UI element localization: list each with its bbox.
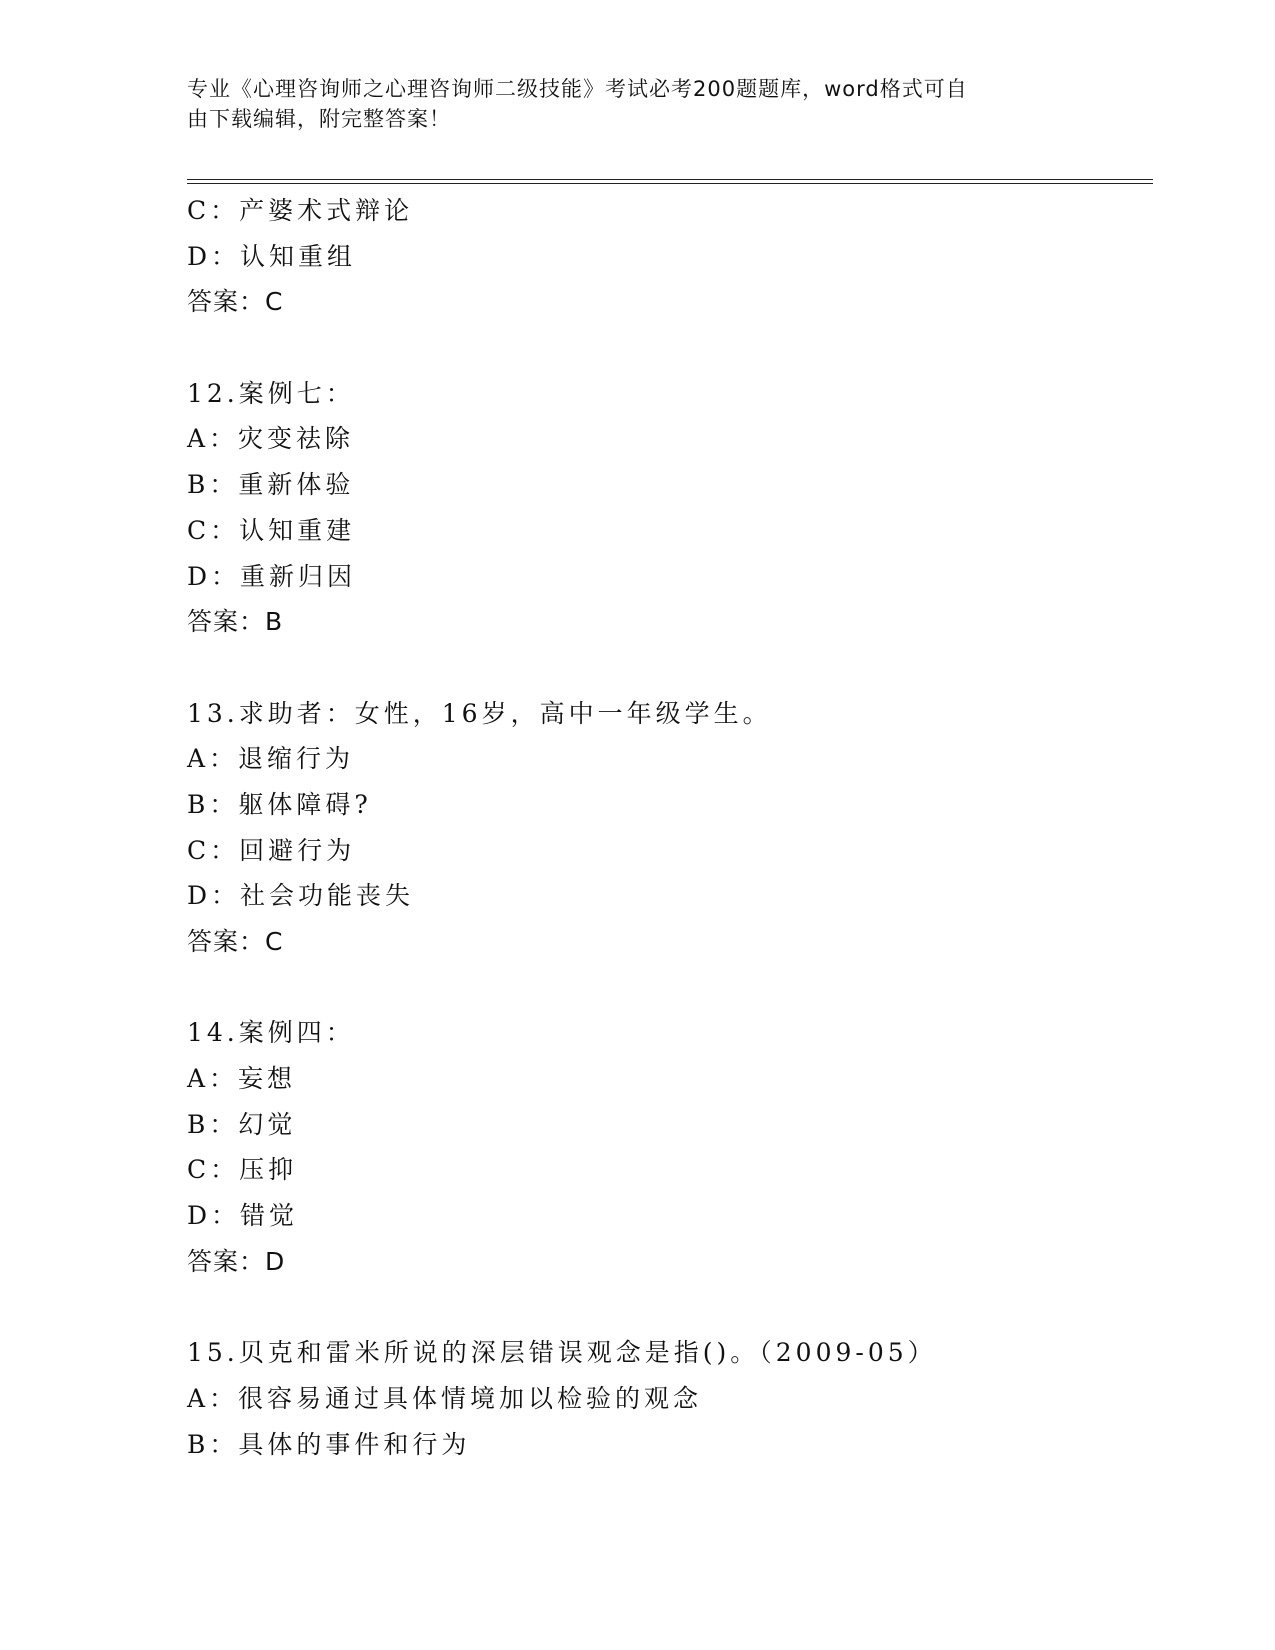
spacer	[187, 645, 1153, 691]
answer: 答案：B	[187, 607, 284, 637]
question-title: 13.求助者：女性，16岁，高中一年级学生。	[187, 698, 772, 728]
header-rule-top	[187, 179, 1153, 180]
option-d: D：社会功能丧失	[187, 881, 415, 911]
option-c: C：产婆术式辩论	[187, 196, 414, 225]
option-d: D：认知重组	[187, 241, 357, 271]
option-d: D：重新归因	[187, 561, 357, 591]
question-title: 15.贝克和雷米所说的深层错误观念是指()。（2009-05）	[187, 1338, 937, 1368]
answer: 答案：C	[187, 287, 284, 317]
option-c: C：压抑	[187, 1155, 298, 1185]
option-a: A：灾变祛除	[187, 424, 355, 454]
spacer	[187, 325, 1153, 371]
answer: 答案：D	[187, 1246, 286, 1276]
option-a: A：很容易通过具体情境加以检验的观念	[187, 1383, 703, 1413]
header-line-1: 专业《心理咨询师之心理咨询师二级技能》考试必考200题题库，word格式可自	[187, 77, 968, 101]
answer: 答案：C	[187, 927, 284, 956]
question-title: 12.案例七：	[187, 378, 355, 408]
question-title: 14.案例四：	[187, 1018, 355, 1048]
option-b: B：具体的事件和行为	[187, 1429, 471, 1459]
option-b: B：幻觉	[187, 1109, 297, 1139]
header-line-2: 由下载编辑，附完整答案！	[187, 107, 451, 131]
header-rule-bottom	[187, 183, 1153, 184]
option-c: C：认知重建	[187, 515, 356, 545]
option-d: D：错觉	[187, 1201, 299, 1231]
option-b: B：重新体验	[187, 470, 355, 500]
spacer	[187, 965, 1153, 1011]
question-list	[187, 188, 1153, 1467]
option-a: A：退缩行为	[187, 744, 355, 774]
option-b: B：躯体障碍?	[187, 789, 372, 819]
option-a: A：妄想	[187, 1064, 297, 1094]
document-header	[187, 74, 1067, 134]
spacer	[187, 1285, 1153, 1331]
option-c: C：回避行为	[187, 835, 356, 865]
